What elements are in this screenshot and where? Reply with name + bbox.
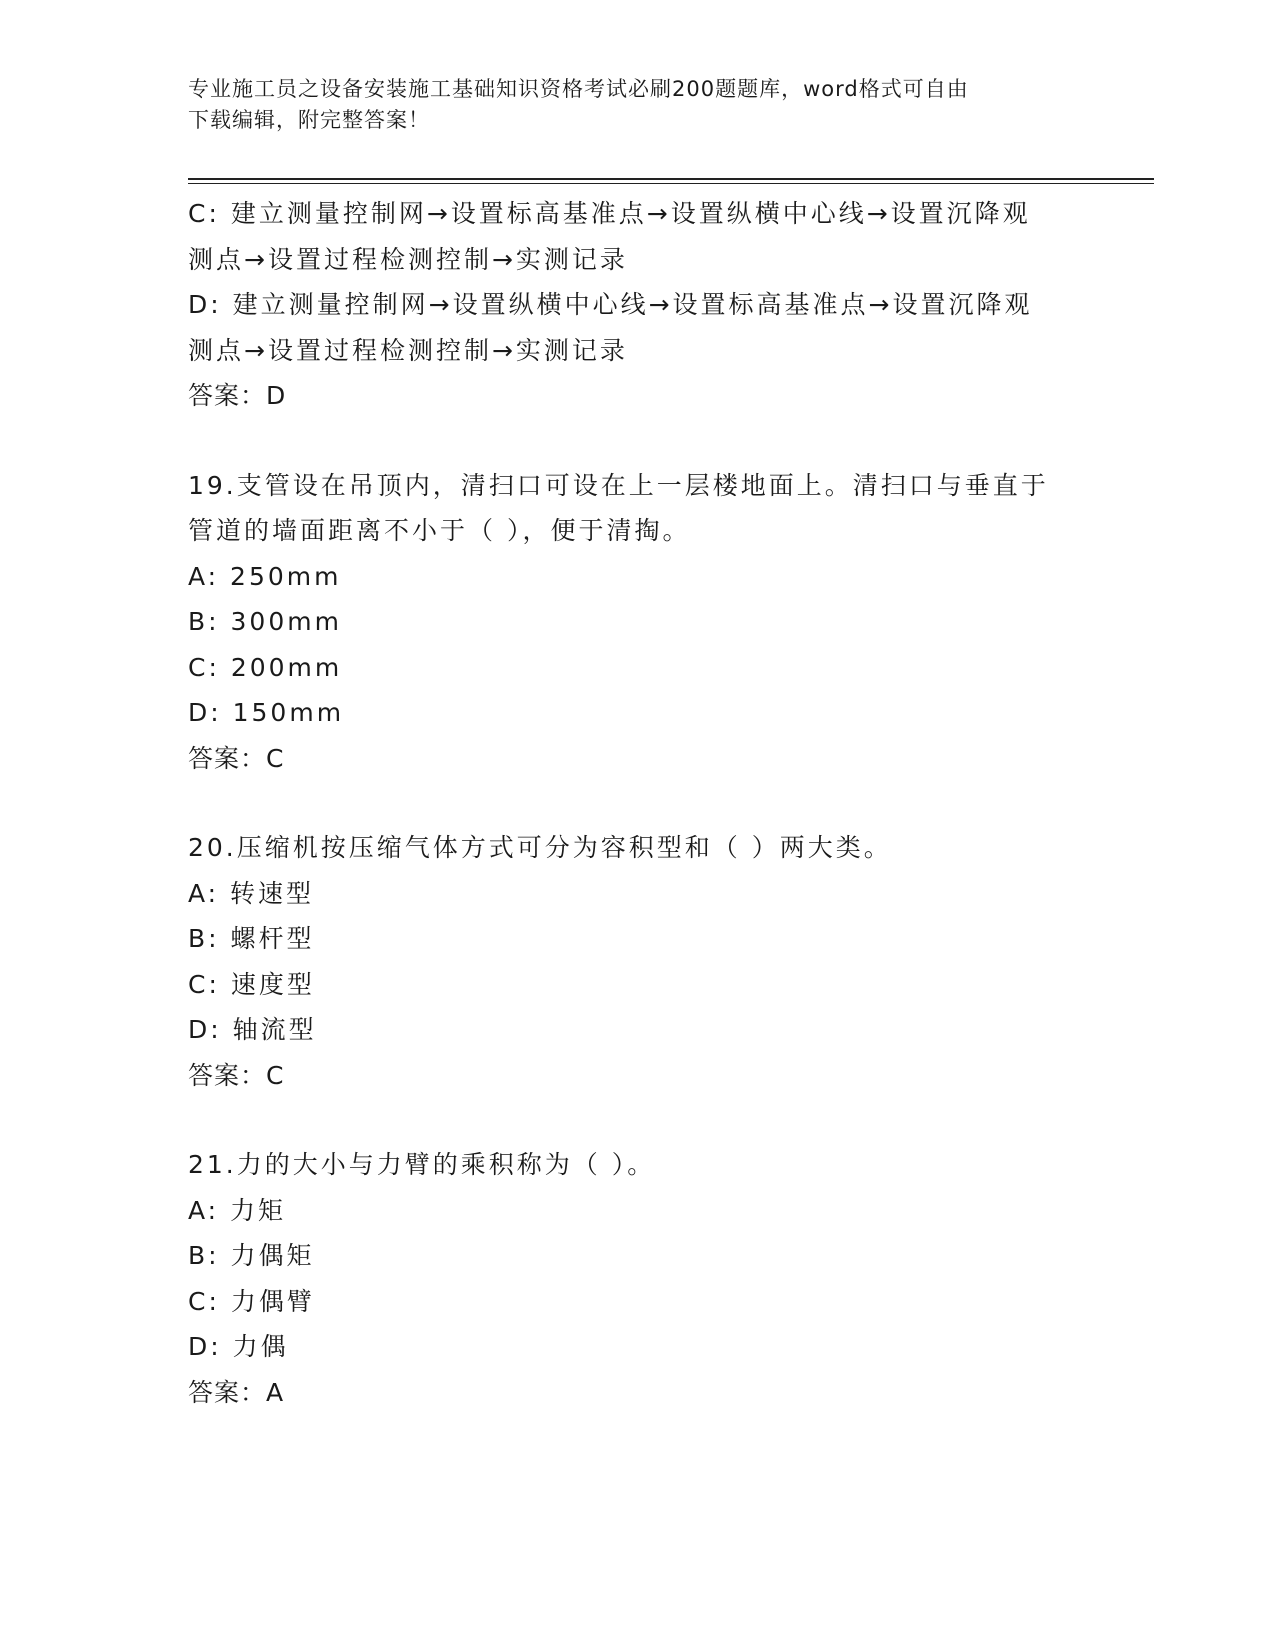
option-b: B: 力偶矩	[188, 1241, 315, 1270]
option-d: D: 150mm	[188, 698, 345, 727]
option-d: D: 力偶	[188, 1332, 289, 1361]
answer: 答案：C	[188, 743, 285, 773]
question-stem: 21.力的大小与力臂的乘积称为（ ）。	[188, 1150, 656, 1179]
header-line-1: 专业施工员之设备安装施工基础知识资格考试必刷200题题库，word格式可自由	[188, 77, 969, 101]
header-divider-thick	[188, 178, 1154, 180]
header-line-2: 下载编辑，附完整答案！	[188, 108, 430, 132]
question-19	[188, 463, 1088, 782]
option-a: A: 力矩	[188, 1195, 287, 1225]
spacer	[188, 781, 1088, 825]
option-b: B: 螺杆型	[188, 924, 315, 953]
answer: 答案：C	[188, 1060, 285, 1090]
answer: 答案：A	[188, 1377, 285, 1407]
option-d: D: 轴流型	[188, 1015, 317, 1044]
option-c-continued: 测点→设置过程检测控制→实测记录	[188, 244, 628, 274]
question-stem: 20.压缩机按压缩气体方式可分为容积型和（ ）两大类。	[188, 833, 892, 862]
document-header	[188, 74, 1088, 136]
option-c: C: 速度型	[188, 969, 315, 999]
spacer	[188, 1098, 1088, 1142]
option-c: C: 力偶臂	[188, 1286, 315, 1316]
option-a: A: 250mm	[188, 561, 342, 591]
header-divider-thin	[188, 183, 1154, 184]
question-20	[188, 825, 1088, 1098]
option-c: C: 建立测量控制网→设置标高基准点→设置纵横中心线→设置沉降观	[188, 199, 1031, 228]
question-18-tail	[188, 191, 1088, 419]
question-stem-continued: 管道的墙面距离不小于（ ），便于清掏。	[188, 516, 691, 545]
question-stem: 19.支管设在吊顶内，清扫口可设在上一层楼地面上。清扫口与垂直于	[188, 470, 1049, 500]
option-b: B: 300mm	[188, 607, 342, 636]
option-d: D: 建立测量控制网→设置纵横中心线→设置标高基准点→设置沉降观	[188, 290, 1033, 319]
question-21	[188, 1142, 1088, 1415]
option-d-continued: 测点→设置过程检测控制→实测记录	[188, 335, 628, 365]
spacer	[188, 419, 1088, 463]
option-a: A: 转速型	[188, 878, 315, 908]
option-c: C: 200mm	[188, 652, 343, 682]
question-list	[188, 191, 1088, 1415]
answer: 答案：D	[188, 381, 287, 410]
